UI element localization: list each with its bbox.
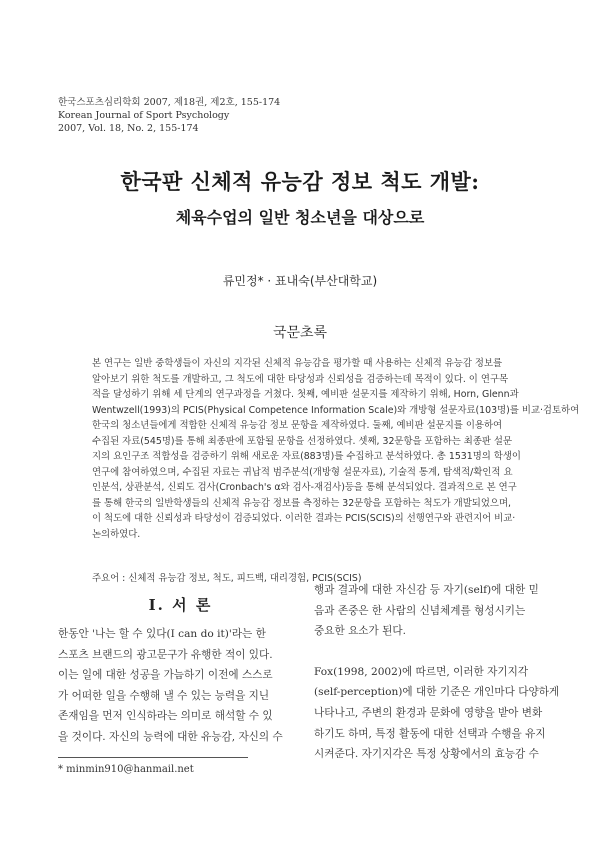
paragraph-gap [314,642,550,662]
abstract-line: 이 척도에 대한 신뢰성과 타당성이 검증되었다. 이러한 결과는 PCIS(SCIS)의 선행연구와 관련지어 비교· [92,513,516,524]
body-line: 스포츠 브랜드의 광고문구가 유행한 적이 있다. [58,648,273,661]
abstract-line: 수집된 자료(545명)를 통해 최종판에 포함될 문항을 선정하였다. 셋째, 32문항을 포함하는 최종판 설문 [92,435,513,447]
journal-citation-korean: 한국스포츠심리학회 2007, 제18권, 제2호, 155-174 [58,97,281,108]
body-line: 음과 존중은 한 사람의 신념체계를 형성시키는 [314,604,526,617]
footnote-divider [58,757,248,758]
body-line: (self-perception)에 대한 기준은 개인마다 다양하게 [314,686,560,699]
abstract-line: 논의하였다. [92,528,141,540]
abstract-line: 연구에 참여하였으며, 수집된 자료는 귀납적 범주분석(개방형 설문자료), 기술적 통계, 탐색적/확인적 요 [92,466,513,478]
paper-title: 한국판 신체적 유능감 정보 척도 개발: [120,169,480,194]
section-heading-introduction: I. 서 론 [148,596,213,614]
body-line: 나타나고, 주변의 환경과 문화에 영향을 받아 변화 [314,706,543,719]
body-line: 한동안 '나는 할 수 있다(I can do it)'라는 한 [58,628,266,640]
abstract-line: 알아보기 위한 척도를 개발하고, 그 척도에 대한 타당성과 신뢰성을 검증하는데 목적이 있다. 이 연구목 [92,373,509,385]
body-line: 가 어떠한 일을 수행해 낼 수 있는 능력을 지닌 [58,689,270,702]
body-line: 이는 일에 대한 성공을 가늠하기 이전에 스스로 [58,669,273,682]
keywords: 주요어 : 신체적 유능감 정보, 척도, 피드백, 대리경험, PCIS(SCIS) [92,573,362,584]
abstract-line: 한국의 청소년들에게 적합한 신체적 유능감 정보 문항을 제작하였다. 둘째, 예비판 설문지를 이용하여 [92,420,503,431]
body-line: 행과 결과에 대한 자신감 등 자기(self)에 대한 믿 [314,584,539,596]
authors: 류민정* · 표내숙(부산대학교) [222,274,378,288]
footnote-email: * minmin910@hanmail.net [58,764,194,775]
abstract-line: Wentwzell(1993)의 PCIS(Physical Competence Information Scale)와 개방형 설문자료(103명)를 비교·검토하여 [92,404,580,416]
left-column-text [58,624,306,748]
body-line: 시켜준다. 자기지각은 특정 상황에서의 효능감 수 [314,748,539,761]
abstract-line: 본 연구는 일반 중학생들이 자신의 지각된 신체적 유능감을 평가할 때 사용하는 신체적 유능감 정보를 [92,358,503,369]
paper-subtitle: 체육수업의 일반 청소년을 대상으로 [175,208,425,227]
journal-citation [58,96,280,135]
body-line: 을 것이다. 자신의 능력에 대한 유능감, 자신의 수 [58,730,283,743]
abstract-line: 지의 요인구조 적합성을 검증하기 위해 새로운 자료(883명)를 수집하고 분석하였다. 총 1531명의 학생이 [92,451,521,462]
abstract-body [92,356,580,542]
abstract-line: 적을 달성하기 위해 세 단계의 연구과정을 거쳤다. 첫째, 예비판 설문지를 제작하기 위해, Horn, Glenn과 [92,389,519,400]
right-column-text [314,580,560,765]
abstract-heading: 국문초록 [272,325,328,341]
body-line: 하기도 하며, 특정 활동에 대한 선택과 수행을 유지 [314,727,546,740]
body-line: 존재임을 먼저 인식하라는 의미로 해석할 수 있 [58,710,273,723]
body-line: Fox(1998, 2002)에 따르면, 이러한 자기지각 [314,665,529,678]
abstract-line: 인분석, 상관분석, 신뢰도 검사(Cronbach's α와 검사-재검사)등을 통해 분석되었다. 결과적으로 본 연구 [92,482,517,493]
journal-citation-english-name: Korean Journal of Sport Psychology [58,110,230,121]
journal-citation-volume: 2007, Vol. 18, No. 2, 155-174 [58,123,199,134]
abstract-line: 를 통해 한국의 일반학생들의 신체적 유능감 정보를 측정하는 32문항을 포함하는 척도가 개발되었으며, [92,497,511,509]
body-line: 중요한 요소가 된다. [314,625,406,638]
